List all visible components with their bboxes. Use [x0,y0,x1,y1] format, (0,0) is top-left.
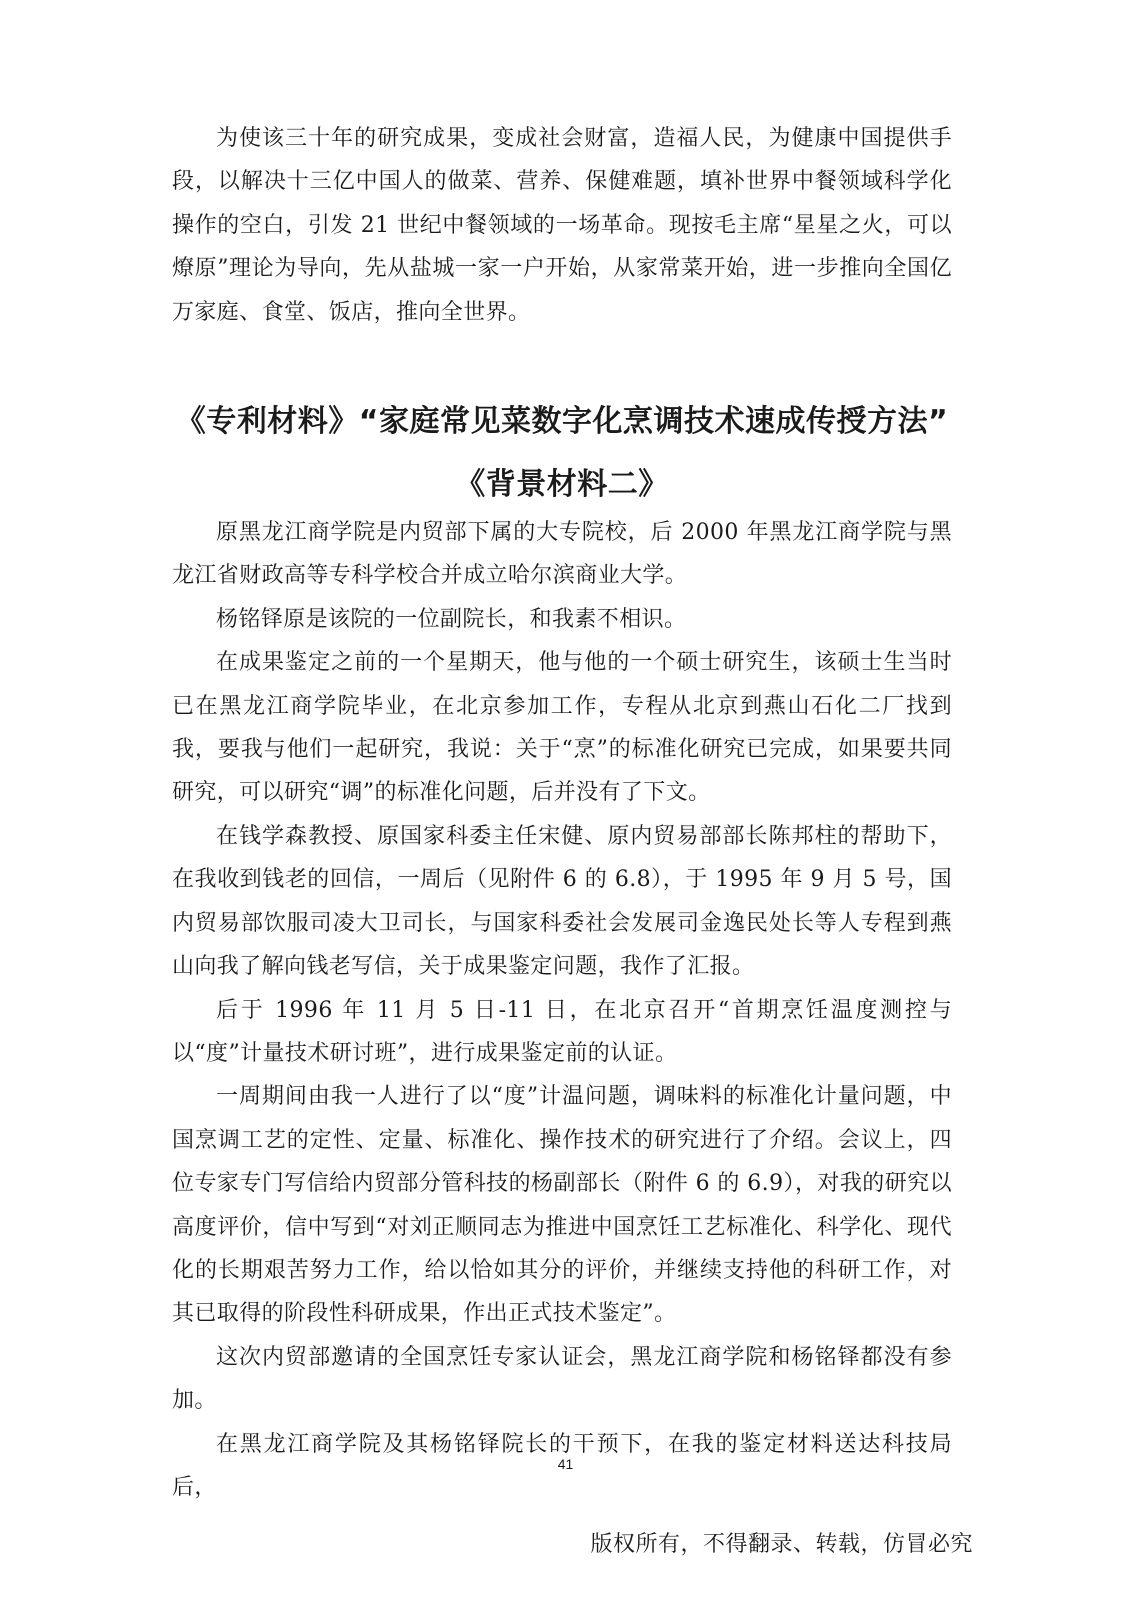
intro-paragraph: 为使该三十年的研究成果，变成社会财富，造福人民，为健康中国提供手段，以解决十三亿中国人的做菜、营养、保健难题，填补世界中餐领域科学化操作的空白，引发 21 世纪中餐领域的一场革命。现按毛主席“星星之火，可以燎原”理论为导向，先从盐城一家一户开始，从家常菜开始，进一步推向全国亿万家庭、食堂、饭店，推向全世界。 [172,126,952,325]
body-paragraph: 一周期间由我一人进行了以“度”计温问题，调味料的标准化计量问题，中国烹调工艺的定性、定量、标准化、操作技术的研究进行了介绍。会议上，四位专家专门写信给内贸部分管科技的杨副部长（附件 6 的 6.9），对我的研究以高度评价，信中写到“对刘正顺同志为推进中国烹饪工艺标准化、科学化、现代化的长期艰苦努力工作，给以恰如其分的评价，并继续支持他的科研工作，对其已取得的阶段性科研成果，作出正式技术鉴定”。 [172,1084,952,1327]
body-paragraph: 杨铭铎原是该院的一位副院长，和我素不相识。 [216,606,687,632]
page-number: 41 [557,1456,574,1472]
section-title: 《专利材料》“家庭常见菜数字化烹调技术速成传授方法” [175,404,949,440]
body-paragraph: 在成果鉴定之前的一个星期天，他与他的一个硕士研究生，该硕士生当时已在黑龙江商学院毕业，在北京参加工作，专程从北京到燕山石化二厂找到我，要我与他们一起研究，我说：关于“烹”的标准化研究已完成，如果要共同研究，可以研究“调”的标准化问题，后并没有了下文。 [172,650,952,806]
section-heading [172,402,952,505]
body-paragraph: 在黑龙江商学院及其杨铭铎院长的干预下，在我的鉴定材料送达科技局后， [172,1431,952,1500]
copyright-footer: 版权所有，不得翻录、转载，仿冒必究 [590,1532,973,1557]
body-paragraph: 这次内贸部邀请的全国烹饪专家认证会，黑龙江商学院和杨铭铎都没有参加。 [172,1344,952,1414]
page-content [172,117,952,1509]
body-paragraph: 后于 1996 年 11 月 5 日-11 日，在北京召开“首期烹饪温度测控与以“度”计量技术研讨班”，进行成果鉴定前的认证。 [172,997,952,1066]
body-paragraph: 原黑龙江商学院是内贸部下属的大专院校，后 2000 年黑龙江商学院与黑龙江省财政高等专科学校合并成立哈尔滨商业大学。 [172,520,952,589]
section-subtitle: 《背景材料二》 [455,467,669,503]
body-paragraph: 在钱学森教授、原国家科委主任宋健、原内贸易部部长陈邦柱的帮助下，在我收到钱老的回信，一周后（见附件 6 的 6.8），于 1995 年 9 月 5 号，国内贸易部饮服司凌大卫司长，与国家科委社会发展司金逸民处长等人专程到燕山向我了解向钱老写信，关于成果鉴定问题，我作了汇报。 [172,823,952,980]
